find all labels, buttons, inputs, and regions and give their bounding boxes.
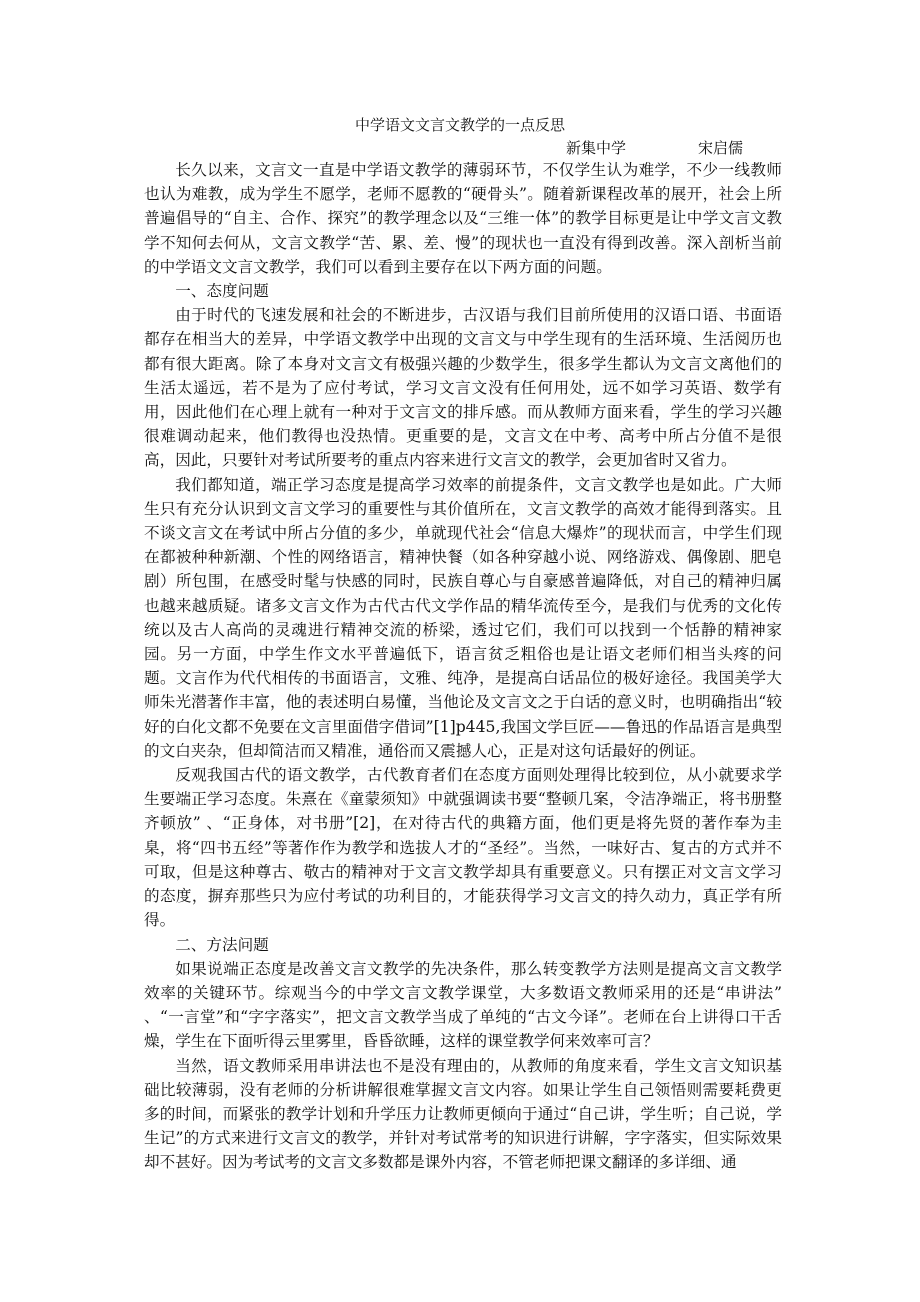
school-name: 新集中学 [566, 139, 627, 157]
document-body [144, 158, 782, 1175]
paragraph: 由于时代的飞速发展和社会的不断进步，古汉语与我们目前所使用的汉语口语、书面语都存在相当大的差异，中学语文教学中出现的文言文与中学生现有的生活环境、生活阅历也都有很大距离。除了本身对文言文有极强兴趣的少数学生，很多学生都认为文言文离他们的生活太遥远，若不是为了应付考试，学习文言文没有任何用处，远不如学习英语、数学有用，因此他们在心理上就有一种对于文言文的排斥感。而从教师方面来看，学生的学习兴趣很难调动起来，他们教得也没热情。更重要的是，文言文在中考、高考中所占分值不是很高，因此，只要针对考试所要考的重点内容来进行文言文的教学，会更加省时又省力。 [144, 306, 782, 470]
paragraph: 当然，语文教师采用串讲法也不是没有理由的，从教师的角度来看，学生文言文知识基础比较薄弱，没有老师的分析讲解很难掌握文言文内容。如果让学生自己领悟则需要耗费更多的时间，而紧张的教学计划和升学压力让教师更倾向于通过“自己讲，学生听；自己说，学生记”的方式来进行文言文的教学，并针对考试常考的知识进行讲解，字字落实，但实际效果却不甚好。因为考试考的文言文多数都是课外内容，不管老师把课文翻译的多详细、通 [144, 1056, 782, 1172]
paragraph: 如果说端正态度是改善文言文教学的先决条件，那么转变教学方法则是提高文言文教学效率的关键环节。综观当今的中学文言文教学课堂，大多数语文教师采用的还是“串讲法” 、“一言堂”和“字字落实”，把文言文教学当成了单纯的“古文今译”。老师在台上讲得口干舌燥，学生在下面听得云里雾里，昏昏欲睡，这样的课堂教学何来效率可言？ [144, 959, 782, 1051]
document-title: 中学语文文言文教学的一点反思 [354, 116, 565, 134]
section-heading: 一、态度问题 [175, 282, 269, 301]
section-heading: 二、方法问题 [175, 935, 269, 954]
paragraph: 我们都知道，端正学习态度是提高学习效率的前提条件，文言文教学也是如此。广大师生只有充分认识到文言文学习的重要性与其价值所在，文言文教学的高效才能得到落实。且不谈文言文在考试中所占分值的多少，单就现代社会“信息大爆炸”的现状而言，中学生们现在都被种种新潮、个性的网络语言，精神快餐（如各种穿越小说、网络游戏、偶像剧、肥皂剧）所包围，在感受时髦与快感的同时，民族自尊心与自豪感普遍降低，对自己的精神归属也越来越质疑。诸多文言文作为古代古代文学作品的精华流传至今，是我们与优秀的文化传统以及古人高尚的灵魂进行精神交流的桥梁，透过它们，我们可以找到一个恬静的精神家园。另一方面，中学生作文水平普遍低下，语言贫乏粗俗也是让语文老师们相当头疼的问题。文言作为代代相传的书面语言，文雅、纯净，是提高白话品位的极好途径。我国美学大师朱光潜著作丰富，他的表述明白易懂，当他论及文言文之于白话的意义时，也明确指出“较好的白化文都不免要在文言里面借字借词”[1]p445,我国文学巨匠——鲁迅的作品语言是典型的文白夹杂，但却简洁而又精准，通俗而又震撼人心，正是对这句话最好的例证。 [144, 475, 782, 760]
author-name: 宋启儒 [698, 139, 744, 157]
paragraph: 反观我国古代的语文教学，古代教育者们在态度方面则处理得比较到位，从小就要求学生要端正学习态度。朱熹在《童蒙须知》中就强调读书要“整顿几案，令洁净端正，将书册整齐顿放” 、“正身体，对书册”[2]，在对待古代的典籍方面，他们更是将先贤的著作奉为圭臬，将“四书五经”等著作作为教学和选拔人才的“圣经”。当然，一味好古、复古的方式并不可取，但是这种尊古、敬古的精神对于文言文教学却具有重要意义。只有摆正对文言文学习的态度，摒弃那些只为应付考试的功利目的，才能获得学习文言文的持久动力，真正学有所得。 [144, 766, 782, 930]
paragraph: 长久以来，文言文一直是中学语文教学的薄弱环节，不仅学生认为难学，不少一线教师也认为难教，成为学生不愿学，老师不愿教的“硬骨头”。随着新课程改革的展开，社会上所普遍倡导的“自主、合作、探究”的教学理念以及“三维一体”的教学目标更是让中学文言文教学不知何去何从，文言文教学“苦、累、差、慢”的现状也一直没有得到改善。深入剖析当前的中学语文文言文教学，我们可以看到主要存在以下两方面的问题。 [144, 161, 782, 276]
